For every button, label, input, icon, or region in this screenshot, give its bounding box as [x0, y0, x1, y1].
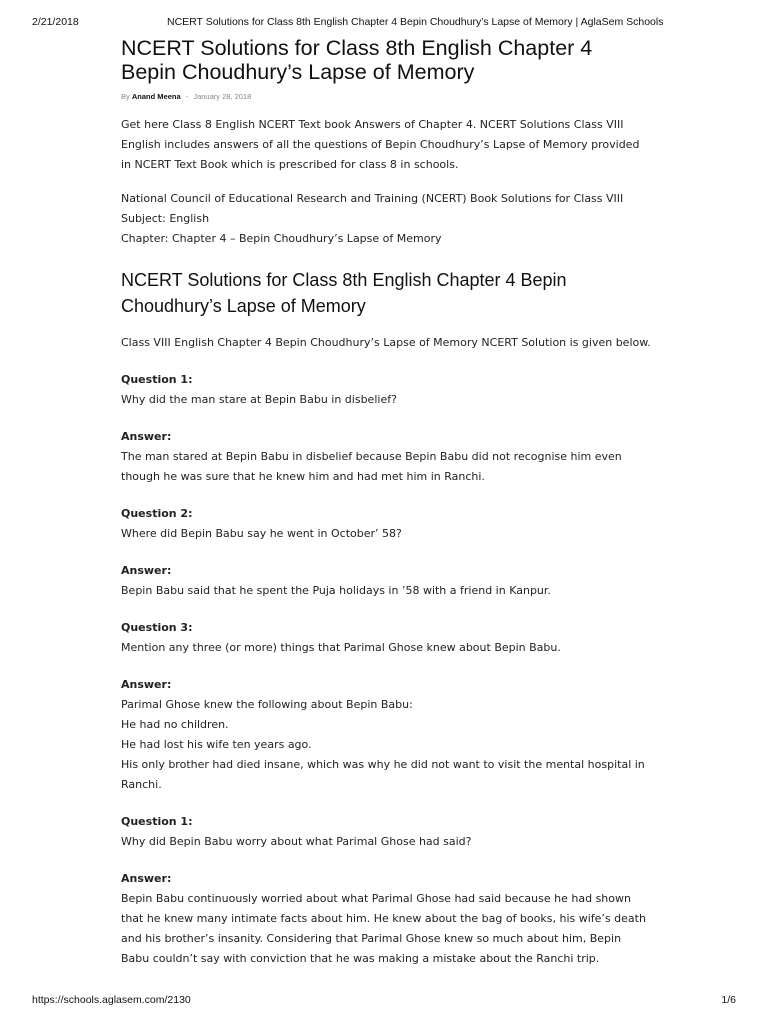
- answer-text: Bepin Babu said that he spent the Puja holidays in ’58 with a friend in Kanpur.: [121, 584, 551, 597]
- print-header: [32, 16, 736, 32]
- print-document-title: NCERT Solutions for Class 8th English Chapter 4 Bepin Choudhury’s Lapse of Memory | AglaSem Schools: [167, 16, 664, 28]
- answer-text: He had lost his wife ten years ago.: [121, 738, 312, 751]
- answer-label: Answer:: [121, 564, 172, 577]
- print-date: 2/21/2018: [32, 16, 79, 28]
- byline: [121, 92, 651, 101]
- article: [121, 36, 651, 969]
- answer-label: Answer:: [121, 430, 172, 443]
- section-lead: Class VIII English Chapter 4 Bepin Choudhury’s Lapse of Memory NCERT Solution is given below.: [121, 336, 651, 349]
- question-label: Question 1:: [121, 373, 193, 386]
- byline-separator: -: [185, 92, 189, 101]
- meta-line: National Council of Educational Research and Training (NCERT) Book Solutions for Class VIII: [121, 192, 624, 205]
- answer-label: Answer:: [121, 678, 172, 691]
- page-url[interactable]: https://schools.aglasem.com/2130: [32, 994, 191, 1006]
- meta-line: Subject: English: [121, 212, 210, 225]
- answer-text: Parimal Ghose knew the following about Bepin Babu:: [121, 698, 413, 711]
- article-title: NCERT Solutions for Class 8th English Chapter 4 Bepin Choudhury’s Lapse of Memory: [121, 36, 593, 84]
- print-footer: [32, 994, 736, 1010]
- qa-item: [121, 618, 651, 795]
- publish-date: January 28, 2018: [193, 92, 252, 101]
- question-label: Question 1:: [121, 815, 193, 828]
- answer-text: Bepin Babu continuously worried about what Parimal Ghose had said because he had shown that he knew many intimate facts about him. He knew about the bag of books, his wife’s death and his brother’s insanity. Considering that Parimal Ghose knew so much about him, Bepin Babu couldn’t say with conviction that he was making a mistake about the Ranchi trip.: [121, 892, 646, 965]
- answer-text: His only brother had died insane, which was why he did not want to visit the mental hospital in Ranchi.: [121, 758, 645, 791]
- intro-paragraph: Get here Class 8 English NCERT Text book Answers of Chapter 4. NCERT Solutions Class VIII English includes answers of all the questions of Bepin Choudhury’s Lapse of Memory provided in NCERT Text Book which is prescribed for class 8 in schools.: [121, 118, 640, 171]
- answer-label: Answer:: [121, 872, 172, 885]
- question-text: Why did Bepin Babu worry about what Parimal Ghose had said?: [121, 835, 472, 848]
- qa-item: [121, 370, 651, 487]
- question-label: Question 3:: [121, 621, 193, 634]
- meta-line: Chapter: Chapter 4 – Bepin Choudhury’s Lapse of Memory: [121, 232, 442, 245]
- qa-item: [121, 504, 651, 601]
- byline-prefix: By: [121, 92, 130, 101]
- page-number: 1/6: [721, 994, 736, 1006]
- question-text: Mention any three (or more) things that Parimal Ghose knew about Bepin Babu.: [121, 641, 561, 654]
- author-link[interactable]: Anand Meena: [131, 92, 181, 101]
- book-meta: [121, 189, 651, 249]
- answer-text: He had no children.: [121, 718, 229, 731]
- question-text: Why did the man stare at Bepin Babu in disbelief?: [121, 393, 397, 406]
- question-label: Question 2:: [121, 507, 193, 520]
- answer-text: The man stared at Bepin Babu in disbelief because Bepin Babu did not recognise him even though he was sure that he knew him and had met him in Ranchi.: [121, 450, 622, 483]
- question-text: Where did Bepin Babu say he went in October’ 58?: [121, 527, 402, 540]
- qa-item: [121, 812, 651, 969]
- section-heading: NCERT Solutions for Class 8th English Chapter 4 Bepin Choudhury’s Lapse of Memory: [121, 270, 567, 316]
